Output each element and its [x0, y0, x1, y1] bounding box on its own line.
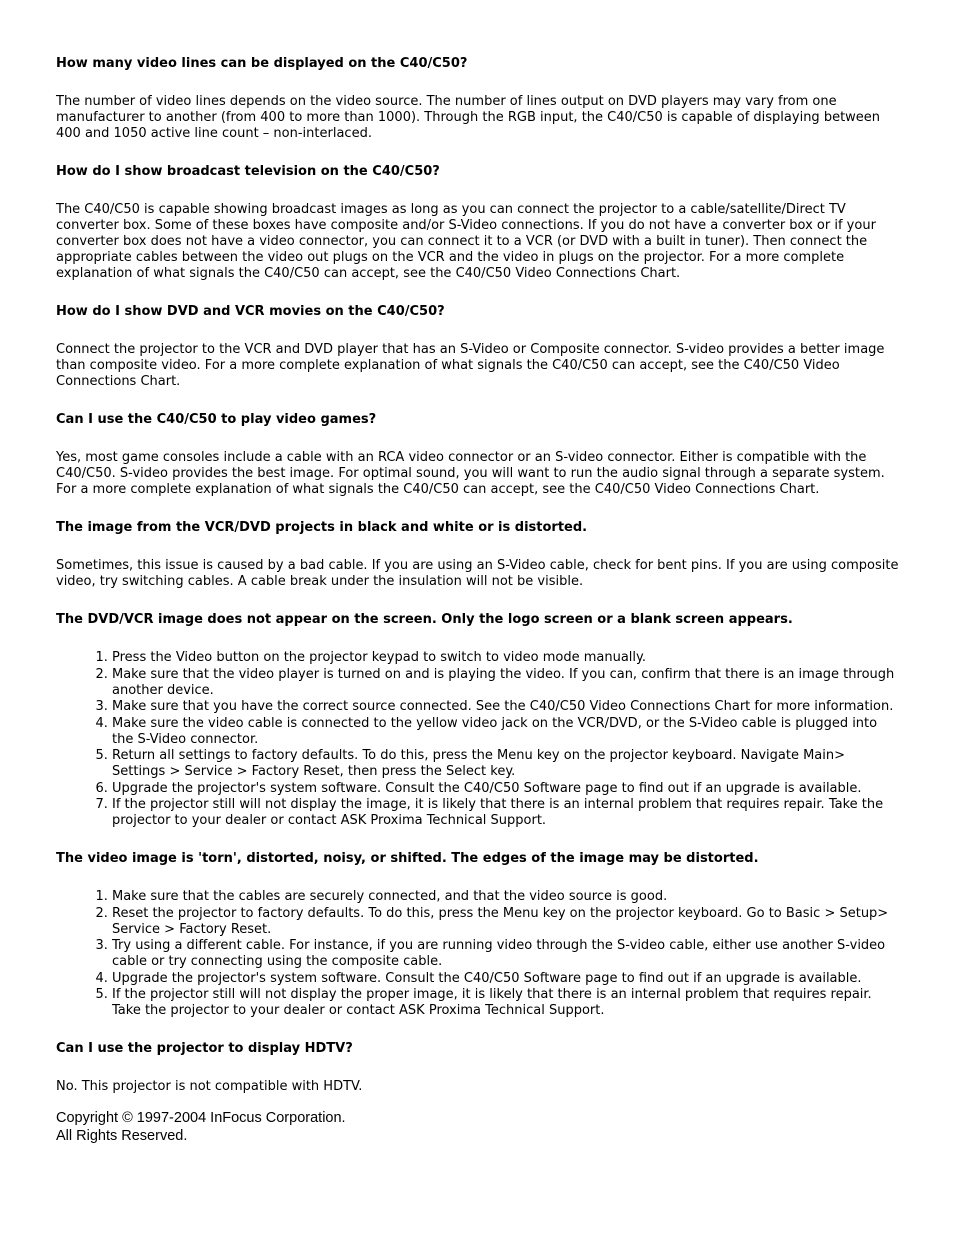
list-item: 2. Make sure that the video player is turned on and is playing the video. If you can, confirm that there is an image through another device. [112, 667, 900, 699]
answer-video-lines: The number of video lines depends on the video source. The number of lines output on DVD players may vary from one manufacturer to another (from 400 to more than 1000). Through the RGB input, the C40/C50 is capable of displaying between 400 and 1050 active line count – non-interlaced. [56, 94, 881, 141]
answer-hdtv: No. This projector is not compatible with HDTV. [56, 1079, 363, 1094]
list-item: 5. If the projector still will not display the proper image, it is likely that there is an internal problem that requires repair. Take the projector to your dealer or contact ASK Proxima Technical Support. [112, 987, 900, 1019]
list-item: 2. Reset the projector to factory defaults. To do this, press the Menu key on the projector keyboard. Go to Basic > Setup> Service > Factory Reset. [112, 906, 900, 938]
question-black-white-image: The image from the VCR/DVD projects in black and white or is distorted. [56, 520, 588, 535]
list-item: 1. Press the Video button on the projector keypad to switch to video mode manually. [112, 650, 900, 666]
list-item: 1. Make sure that the cables are securely connected, and that the video source is good. [112, 889, 900, 905]
list-item: 6. Upgrade the projector's system software. Consult the C40/C50 Software page to find out if an upgrade is available. [112, 781, 900, 797]
copyright-line: Copyright © 1997-2004 InFocus Corporation. [56, 1110, 346, 1126]
question-hdtv: Can I use the projector to display HDTV? [56, 1041, 353, 1056]
list-item: 7. If the projector still will not display the image, it is likely that there is an internal problem that requires repair. Take the projector to your dealer or contact ASK Proxima Technical Support. [112, 797, 900, 829]
faq-document [56, 56, 900, 1145]
question-no-image: The DVD/VCR image does not appear on the screen. Only the logo screen or a blank screen appears. [56, 612, 793, 627]
list-item: 4. Upgrade the projector's system software. Consult the C40/C50 Software page to find out if an upgrade is available. [112, 971, 900, 987]
answer-black-white-image: Sometimes, this issue is caused by a bad cable. If you are using an S-Video cable, check for bent pins. If you are using composite video, try switching cables. A cable break under the insulation will not be visible. [56, 558, 899, 589]
copyright-notice [56, 1109, 900, 1145]
answer-video-games: Yes, most game consoles include a cable with an RCA video connector or an S-video connector. Either is compatible with the C40/C50. S-video provides the best image. For optimal sound, you will want to run the audio signal through a separate system. For a more complete explanation of what signals the C40/C50 can accept, see the C40/C50 Video Connections Chart. [56, 450, 885, 497]
answer-dvd-vcr-movies: Connect the projector to the VCR and DVD player that has an S-Video or Composite connector. S-video provides a better image than composite video. For a more complete explanation of what signals the C40/C50 can accept, see the C40/C50 Video Connections Chart. [56, 342, 885, 389]
rights-reserved-line: All Rights Reserved. [56, 1128, 188, 1144]
list-item: 3. Try using a different cable. For instance, if you are running video through the S-video cable, either use another S-video cable or try connecting using the composite cable. [112, 938, 900, 970]
question-dvd-vcr-movies: How do I show DVD and VCR movies on the C40/C50? [56, 304, 445, 319]
list-item: 5. Return all settings to factory defaults. To do this, press the Menu key on the projector keyboard. Navigate Main> Settings > Service > Factory Reset, then press the Select key. [112, 748, 900, 780]
steps-torn-image [56, 889, 900, 1019]
question-video-games: Can I use the C40/C50 to play video games? [56, 412, 377, 427]
question-torn-image: The video image is 'torn', distorted, noisy, or shifted. The edges of the image may be distorted. [56, 851, 759, 866]
answer-broadcast-tv: The C40/C50 is capable showing broadcast images as long as you can connect the projector to a cable/satellite/Direct TV converter box. Some of these boxes have composite and/or S-Video connections. If you do not have a converter box or if your converter box does not have a video connector, you can connect it to a VCR (or DVD with a built in tuner). Then connect the appropriate cables between the video out plugs on the VCR and the video in plugs on the projector. For a more complete explanation of what signals the C40/C50 can accept, see the C40/C50 Video Connections Chart. [56, 202, 876, 281]
steps-no-image [56, 650, 900, 829]
question-video-lines: How many video lines can be displayed on the C40/C50? [56, 56, 468, 71]
question-broadcast-tv: How do I show broadcast television on the C40/C50? [56, 164, 440, 179]
list-item: 3. Make sure that you have the correct source connected. See the C40/C50 Video Connections Chart for more information. [112, 699, 900, 715]
list-item: 4. Make sure the video cable is connected to the yellow video jack on the VCR/DVD, or the S-Video cable is plugged into the S-Video connector. [112, 716, 900, 748]
